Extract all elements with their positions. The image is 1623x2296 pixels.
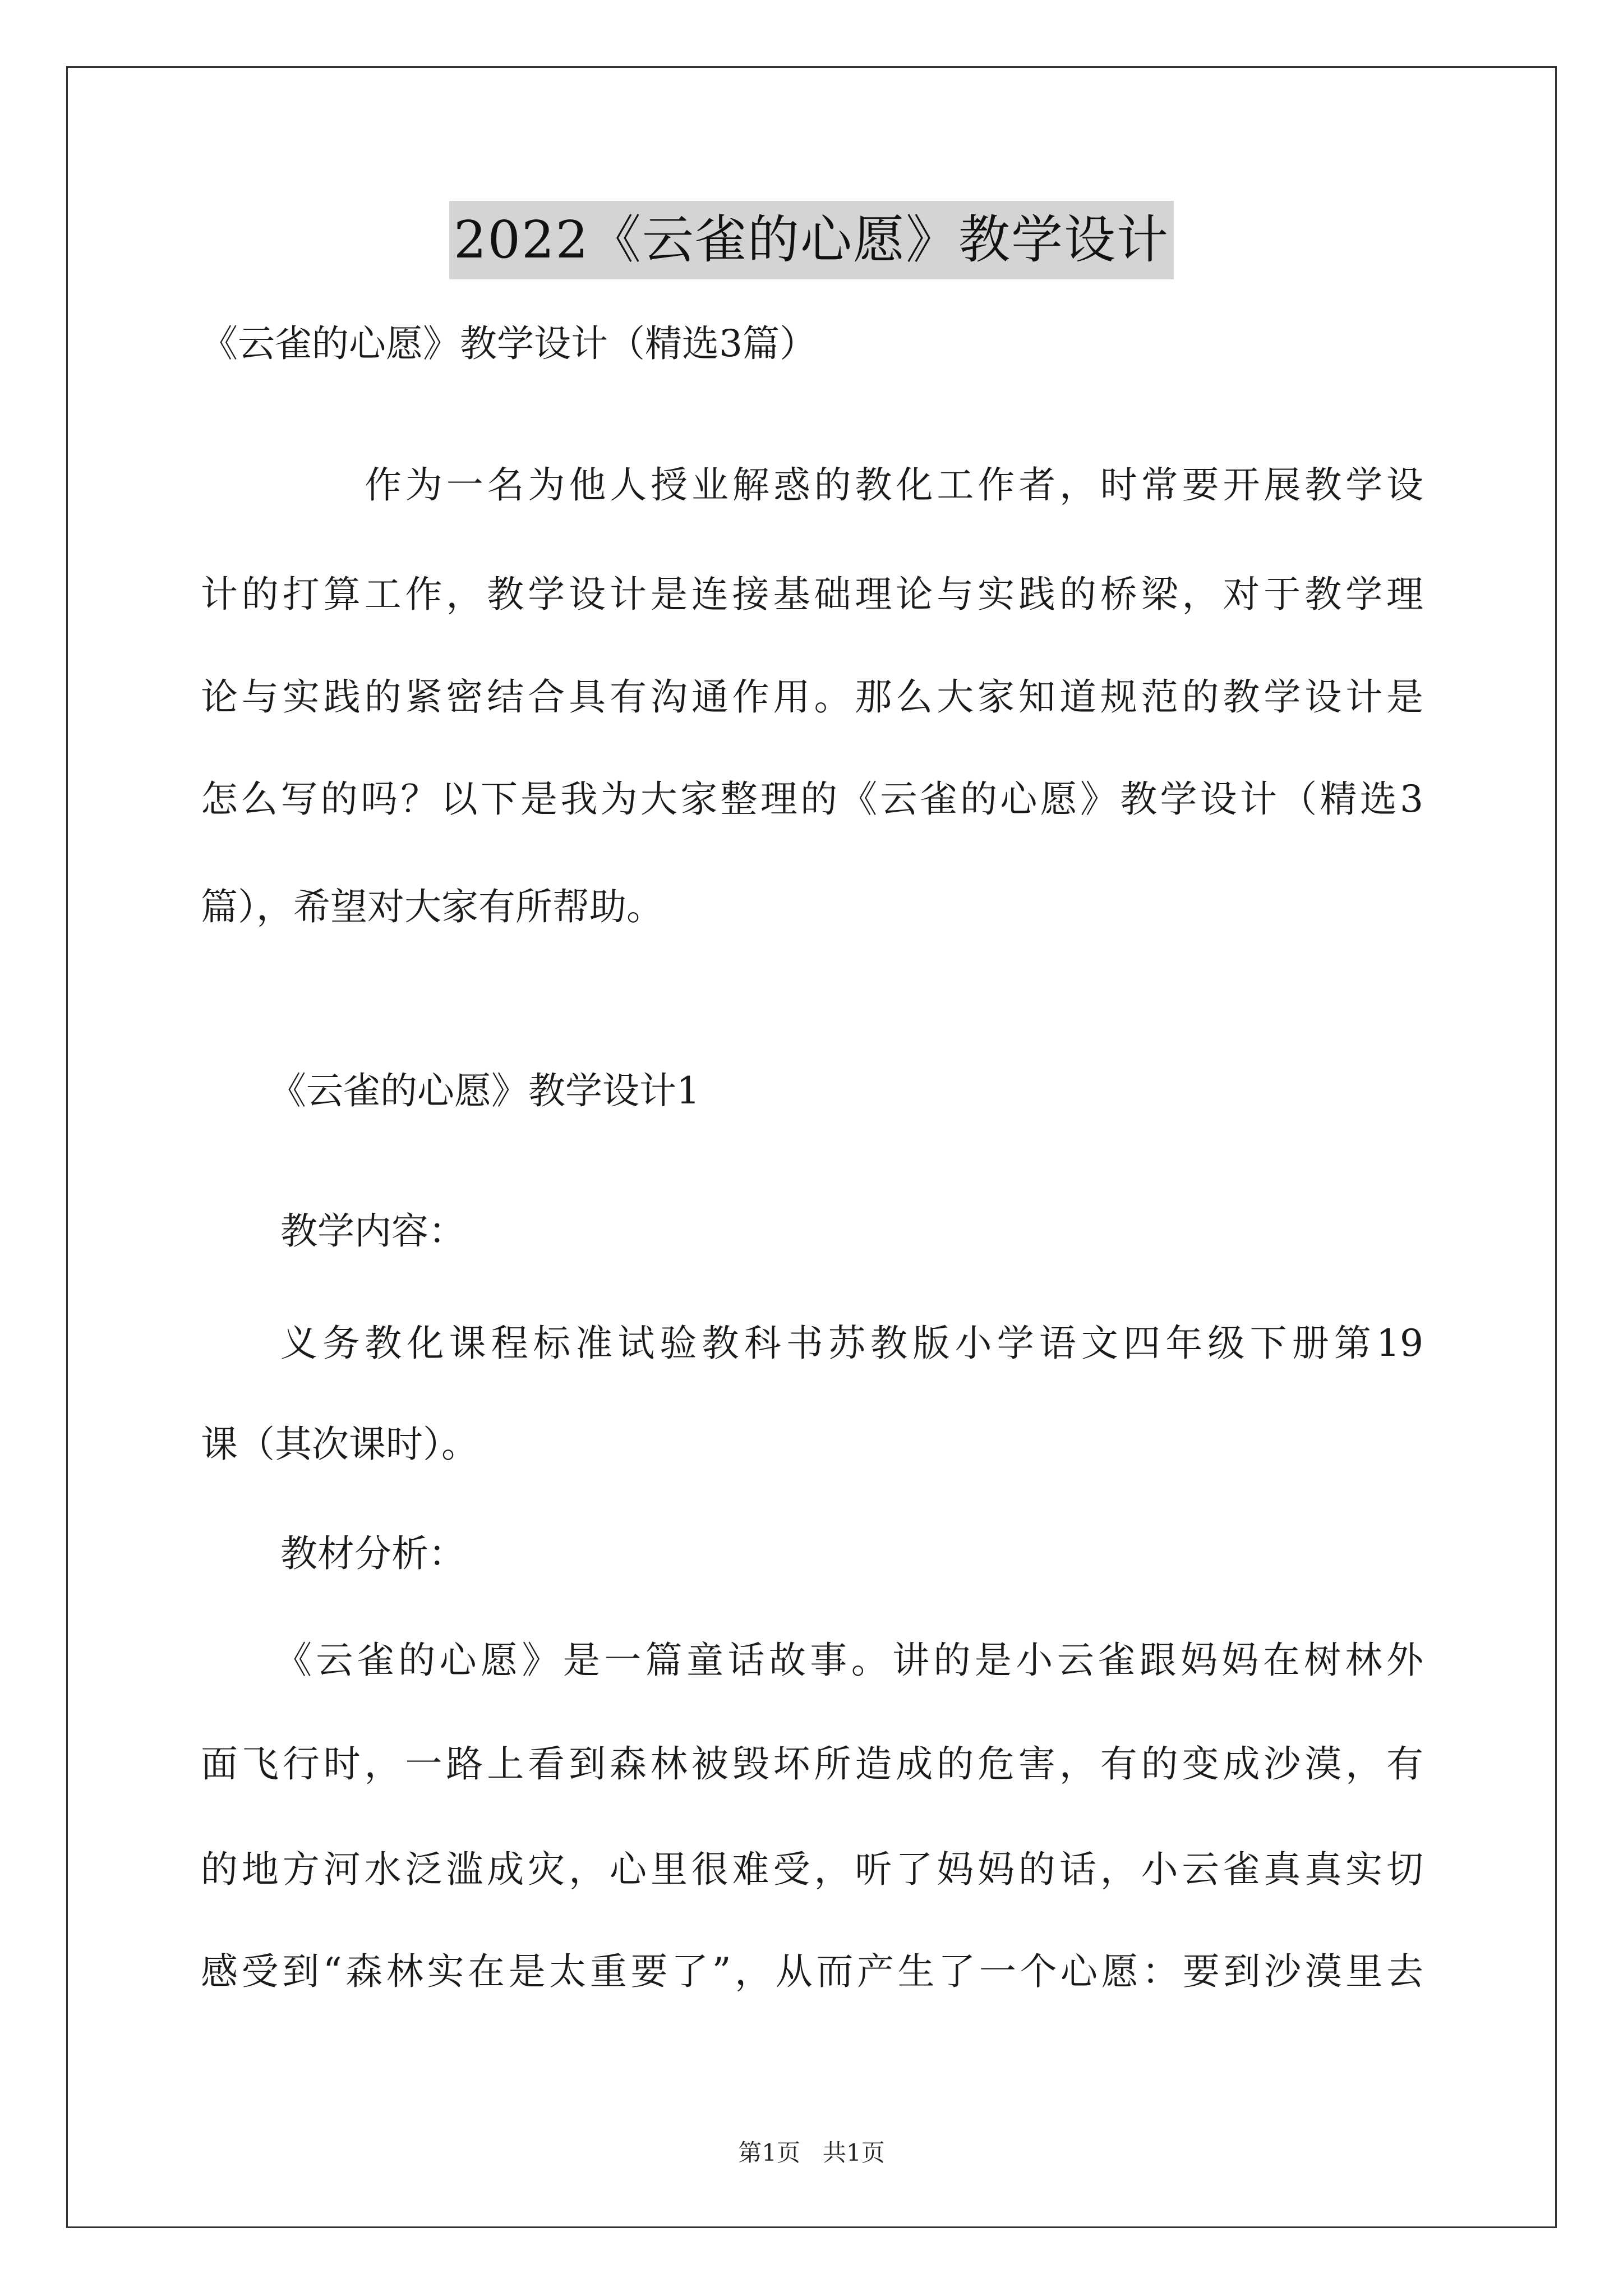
section-heading: 《云雀的心愿》教学设计1: [269, 1069, 700, 1112]
title-container: [0, 201, 1623, 279]
paragraph-line: 感受到“森林实在是太重要了”，从而产生了一个心愿：要到沙漠里去: [201, 1950, 1423, 1993]
paragraph-line: 义务教化课程标准试验教科书苏教版小学语文四年级下册第19: [280, 1322, 1423, 1365]
paragraph-line: 篇），希望对大家有所帮助。: [201, 885, 663, 928]
paragraph-line: 的地方河水泛滥成灾，心里很难受，听了妈妈的话，小云雀真真实切: [201, 1848, 1423, 1891]
document-title: 2022《云雀的心愿》教学设计: [449, 201, 1174, 279]
paragraph-line: 《云雀的心愿》是一篇童话故事。讲的是小云雀跟妈妈在树林外: [275, 1639, 1423, 1682]
paragraph-line: 计的打算工作，教学设计是连接基础理论与实践的桥梁，对于教学理: [201, 573, 1423, 616]
paragraph-line: 作为一名为他人授业解惑的教化工作者，时常要开展教学设: [365, 463, 1423, 507]
page-border: [66, 66, 1557, 2228]
section-label: 教材分析：: [280, 1532, 465, 1575]
paragraph-line: 论与实践的紧密结合具有沟通作用。那么大家知道规范的教学设计是: [201, 675, 1423, 719]
subtitle-line: 《云雀的心愿》教学设计（精选3篇）: [201, 322, 817, 365]
paragraph-line: 怎么写的吗？以下是我为大家整理的《云雀的心愿》教学设计（精选3: [201, 777, 1423, 821]
paragraph-line: 课（其次课时）。: [201, 1423, 478, 1466]
paragraph-line: 面飞行时，一路上看到森林被毁坏所造成的危害，有的变成沙漠，有: [201, 1742, 1423, 1786]
page-footer: 第1页 共1页: [738, 2139, 885, 2166]
section-label: 教学内容：: [280, 1209, 465, 1253]
